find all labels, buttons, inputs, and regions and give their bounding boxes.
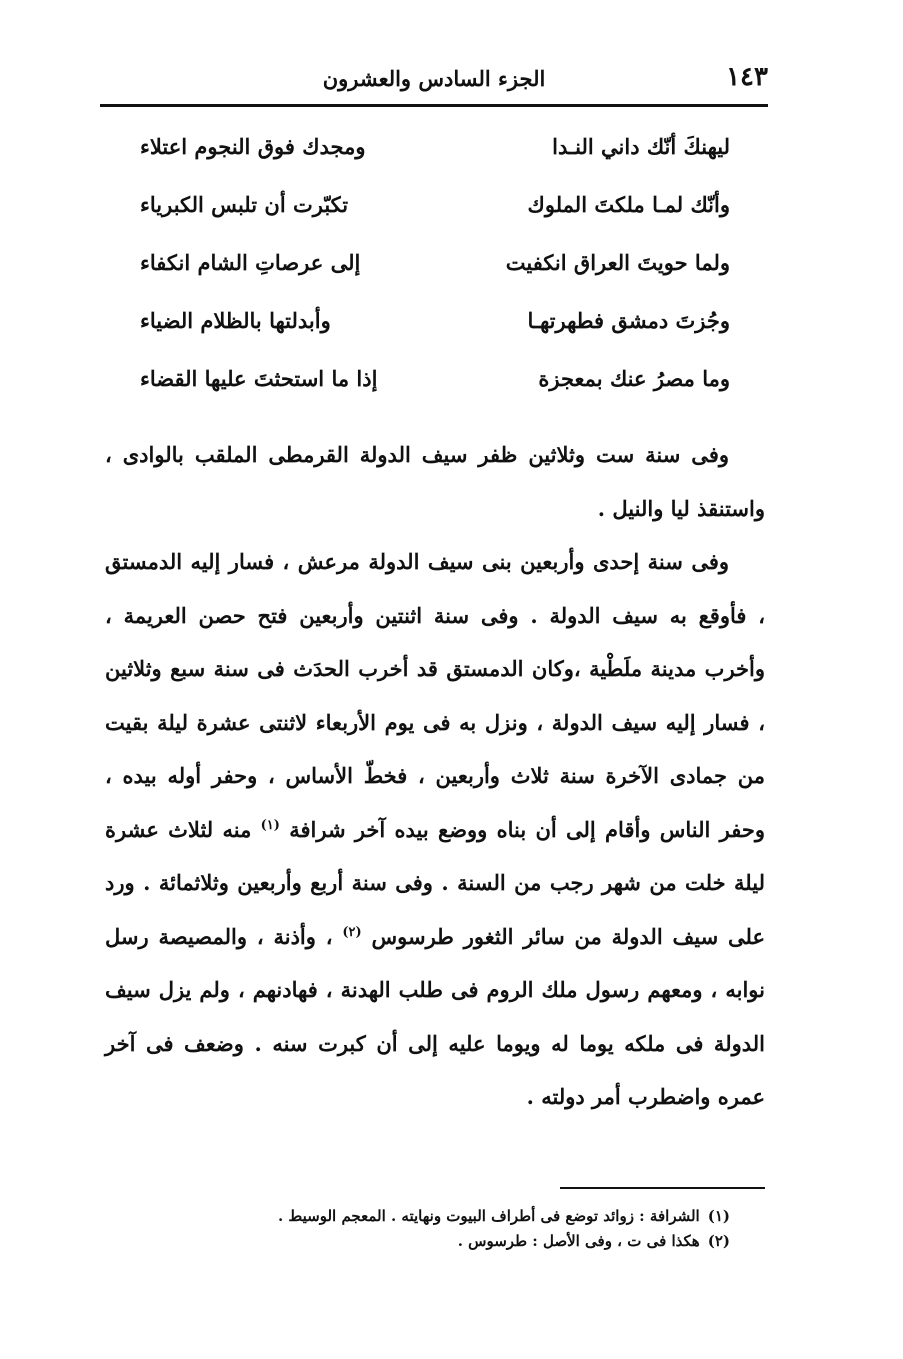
footnote-number: (١) xyxy=(707,1207,730,1225)
hemistich-second: إذا ما استحثتَ عليها القضاء xyxy=(140,366,378,391)
verse xyxy=(140,126,730,184)
paragraph xyxy=(105,428,765,535)
hemistich-first: وجُزتَ دمشق فطهرتهـا xyxy=(527,308,730,333)
footnote xyxy=(130,1229,730,1254)
hemistich-first: ولما حويتَ العراق انكفيت xyxy=(505,250,730,275)
paragraph-text: وفى سنة إحدى وأربعين بنى سيف الدولة مرعش ، فسار إليه الدمستق ، فأوقع به سيف الدولة . وفى سنة اثنتين وأربعين فتح حصن العريمة ، وأخرب مدينة ملَطْية ،وكان الدمستق قد أخرب الحدَث فى سنة سبع وثلاثين ، فسار إليه سيف الدولة ، ونزل به فى يوم الأربعاء لاثنتى عشرة ليلة بقيت من جمادى الآخرة سنة ثلاث وأربعين ، فخطّ الأساس ، وحفر أوله بيده ، وحفر الناس وأقام إلى أن بناه ووضع بيده آخر شرافة xyxy=(105,549,765,842)
footnote-ref-1: (١) xyxy=(260,817,280,833)
page-number: ١٤٣ xyxy=(726,62,768,92)
footnote-ref-2: (٢) xyxy=(342,924,362,940)
hemistich-second: تكبّرت أن تلبس الكبرياء xyxy=(140,192,349,217)
paragraph-text: ، وأذنة ، والمصيصة رسل نوابه ، ومعهم رسول ملك الروم فى طلب الهدنة ، فهادنهم ، ولم يزل سيف الدولة فى ملكه يوما له ويوما عليه إلى أن كبرت سنه . وضعف فى آخر عمره واضطرب أمر دولته . xyxy=(105,923,765,1109)
hemistich-second: وأبدلتها بالظلام الضياء xyxy=(140,308,331,333)
hemistich-second: ومجدك فوق النجوم اعتلاء xyxy=(140,134,366,159)
paragraph xyxy=(105,535,765,1124)
footnote-text: الشرافة : زوائد توضع فى أطراف البيوت ونهايته . المعجم الوسيط . xyxy=(277,1207,700,1225)
running-title: الجزء السادس والعشرون xyxy=(322,66,546,91)
hemistich-first: وأنّك لمـا ملكتَ الملوك xyxy=(527,192,730,217)
verse xyxy=(140,242,730,300)
footnote-number: (٢) xyxy=(707,1232,730,1250)
hemistich-first: وما مصرُ عنك بمعجزة xyxy=(538,366,730,391)
footnote-rule xyxy=(560,1187,765,1189)
header-rule xyxy=(100,104,768,107)
paragraph-text: وفى سنة ست وثلاثين ظفر سيف الدولة القرمطى الملقب بالوادى ، واستنقذ ليا والنيل . xyxy=(105,442,765,521)
paragraph-text: منه لثلاث عشرة ليلة خلت من شهر رجب من السنة . وفى سنة أربع وأربعين وثلاثمائة . ورد على سيف الدولة من سائر الثغور طرسوس xyxy=(105,816,766,949)
footnote-text: هكذا فى ت ، وفى الأصل : طرسوس . xyxy=(457,1232,700,1250)
footnote xyxy=(130,1204,730,1229)
page-header xyxy=(100,62,768,98)
verse xyxy=(140,184,730,242)
verse xyxy=(140,358,730,416)
body-text xyxy=(105,428,765,1124)
footnotes xyxy=(130,1204,730,1254)
hemistich-first: ليهنكَ أنّك داني النـدا xyxy=(552,134,730,159)
hemistich-second: إلى عرصاتِ الشام انكفاء xyxy=(140,250,361,275)
verse xyxy=(140,300,730,358)
poem xyxy=(140,126,730,416)
